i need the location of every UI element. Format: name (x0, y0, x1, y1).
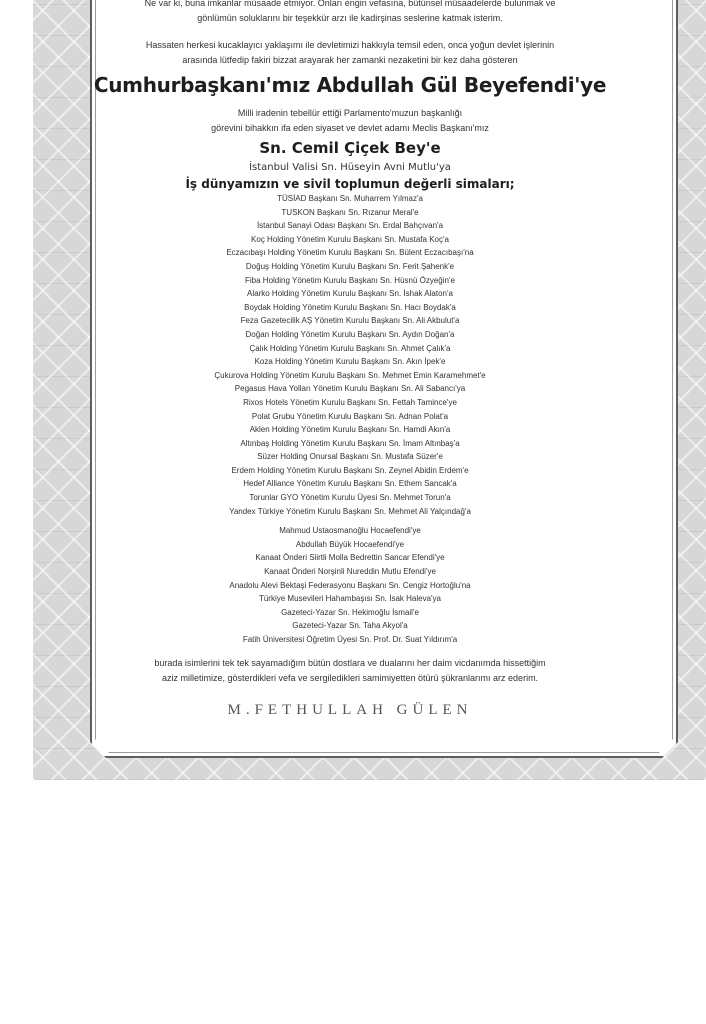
list-item: Boydak Holding Yönetim Kurulu Başkanı Sn. Hacı Boydak'a (244, 302, 456, 312)
business-heading: İş dünyamızın ve sivil toplumun değerli simaları; (185, 177, 515, 191)
list-item: Pegasus Hava Yolları Yönetim Kurulu Başkanı Sn. Ali Sabancı'ya (234, 384, 466, 394)
list-item: Kanaat Önderi Siirtli Molla Bedrettin Sancar Efendi'ye (255, 553, 445, 563)
list-item: Anadolu Alevi Bektaşi Federasyonu Başkanı Sn. Cengiz Hortoğlu'na (229, 580, 471, 590)
intro-line: Ne var ki, buna imkanlar müsaade etmiyor. Onları engin vefasına, bütünsel müsaadelerde bulunmak ve (144, 0, 556, 8)
business-list (90, 192, 610, 518)
list-item: Altınbaş Holding Yönetim Kurulu Başkanı Sn. İmam Altınbaş'a (240, 438, 460, 448)
list-item: Erdem Holding Yönetim Kurulu Başkanı Sn. Zeynel Abidin Erdem'e (231, 465, 469, 475)
list-item: TÜSİAD Başkanı Sn. Muharrem Yılmaz'a (277, 194, 423, 203)
list-item: İstanbul Sanayi Odası Başkanı Sn. Erdal Bahçıvan'a (256, 221, 444, 231)
list-item: Doğan Holding Yönetim Kurulu Başkanı Sn. Aydın Doğan'a (245, 329, 455, 339)
list-item: Eczacıbaşı Holding Yönetim Kurulu Başkanı Sn. Bülent Eczacıbaşı'na (226, 248, 474, 258)
list-item: Gazeteci-Yazar Sn. Hekimoğlu İsmail'e (281, 607, 419, 617)
list-item: Yandex Türkiye Yönetim Kurulu Başkanı Sn. Mehmet Ali Yalçındağ'a (229, 506, 471, 516)
lead-line: Hassaten herkesi kucaklayıcı yaklaşımı ile devletimizi hakkıyla temsil eden, onca yoğun devlet işlerinin (145, 40, 555, 50)
list-item: Hedef Alliance Yönetim Kurulu Başkanı Sn. Ethem Sancak'a (243, 479, 457, 489)
list-item: Koza Holding Yönetim Kurulu Başkanı Sn. Akın İpek'e (254, 357, 446, 367)
intro-line: gönlümün soluklarını bir teşekkür arzı ile kadirşinas seslerine katmak isterim. (197, 13, 503, 23)
list-item: Fiba Holding Yönetim Kurulu Başkanı Sn. Hüsnü Özyeğin'e (245, 275, 455, 285)
list-item: Fatih Üniversitesi Öğretim Üyesi Sn. Prof. Dr. Suat Yıldırım'a (242, 635, 458, 644)
list-item: Süzer Holding Onursal Başkanı Sn. Mustafa Süzer'e (257, 452, 443, 462)
list-item: Torunlar GYO Yönetim Kurulu Üyesi Sn. Mehmet Torun'a (249, 493, 451, 503)
closing-line: aziz milletimize, gösterdikleri vefa ve sergiledikleri samimiyetten ötürü şükranlarımı arz ederim. (161, 672, 539, 683)
list-item: Doğuş Holding Yönetim Kurulu Başkanı Sn. Ferit Şahenk'e (245, 261, 455, 271)
president-name: Cumhurbaşkanı'mız Abdullah Gül Beyefendi'ye (93, 73, 607, 97)
list-item: Koç Holding Yönetim Kurulu Başkanı Sn. Mustafa Koç'a (251, 234, 449, 244)
closing-line: burada isimlerini tek tek sayamadığım bütün dostlara ve dualarını her daim vicdanımda hissettiğim (154, 657, 546, 668)
speaker-intro-line: Milli iradenin tebellür ettiği Parlamento'muzun başkanlığı (237, 108, 463, 118)
list-item: Çalık Holding Yönetim Kurulu Başkanı Sn. Ahmet Çalık'a (249, 343, 451, 353)
letter-content (90, 0, 610, 719)
list-item: Aklen Holding Yönetim Kurulu Başkanı Sn. Hamdi Akın'a (249, 425, 451, 435)
governor-line: İstanbul Valisi Sn. Hüseyin Avni Mutlu'ya (249, 162, 451, 173)
list-item: Rixos Hotels Yönetim Kurulu Başkanı Sn. Fettah Tamince'ye (243, 397, 457, 407)
list-item: Çukurova Holding Yönetim Kurulu Başkanı Sn. Mehmet Emin Karamehmet'e (214, 370, 486, 380)
list-item: Mahmud Ustaosmanoğlu Hocaefendi'ye (279, 526, 421, 536)
signature: M.FETHULLAH GÜLEN (227, 701, 473, 718)
list-item: TUSKON Başkanı Sn. Rızanur Meral'e (281, 207, 419, 217)
speaker-name: Sn. Cemil Çiçek Bey'e (259, 139, 441, 157)
religious-list (90, 524, 610, 646)
list-item: Kanaat Önderi Norşinli Nureddin Mutlu Efendi'ye (264, 567, 436, 577)
list-item: Türkiye Musevileri Hahambaşısı Sn. İsak Haleva'ya (258, 594, 442, 604)
lead-line: arasında lütfedip fakiri bizzat arayarak her zamanki nezaketini bir kez daha gösteren (182, 55, 518, 65)
list-item: Feza Gazetecilik AŞ Yönetim Kurulu Başkanı Sn. Ali Akbulut'a (240, 316, 460, 326)
list-item: Alarko Holding Yönetim Kurulu Başkanı Sn. İshak Alaton'a (247, 289, 453, 299)
speaker-intro-line: görevini bihakkın ifa eden siyaset ve devlet adamı Meclis Başkanı'mız (211, 123, 489, 133)
list-item: Abdullah Büyük Hocaefendi'ye (295, 539, 405, 549)
list-item: Polat Grubu Yönetim Kurulu Başkanı Sn. Adnan Polat'a (251, 411, 449, 421)
list-item: Gazeteci-Yazar Sn. Taha Akyol'a (292, 621, 408, 631)
